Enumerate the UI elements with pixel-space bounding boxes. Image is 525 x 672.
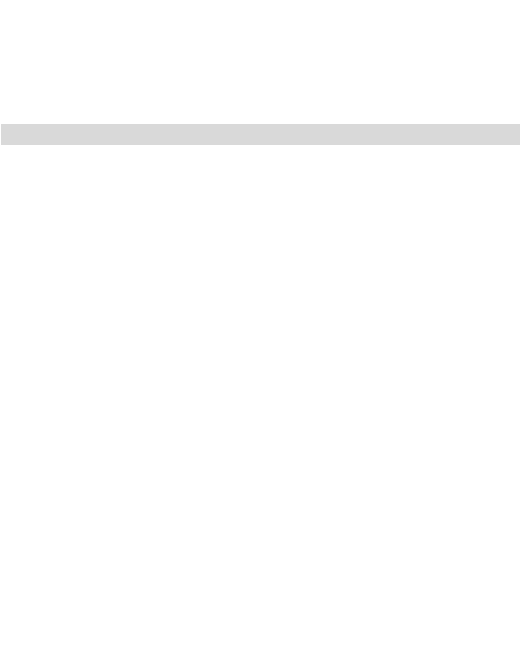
faculty-row <box>1 124 520 145</box>
